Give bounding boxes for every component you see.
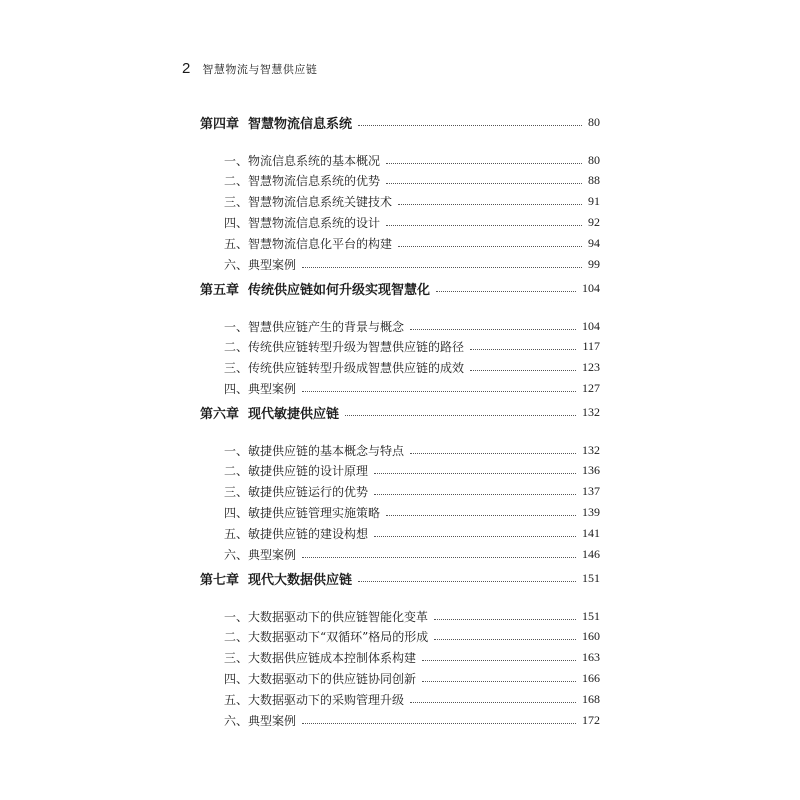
- dot-leader: [386, 183, 582, 184]
- section-entry: [200, 212, 600, 232]
- section-page: 94: [588, 235, 600, 250]
- section-title: 二、大数据驱动下“双循环”格局的形成: [224, 630, 429, 645]
- chapter-label: [200, 403, 339, 422]
- section-page: 160: [582, 629, 600, 644]
- section-title: 六、典型案例: [224, 547, 297, 562]
- section-page: 172: [582, 712, 600, 727]
- section-entry: [200, 337, 600, 357]
- section-title: 五、敏捷供应链的建设构想: [224, 526, 369, 541]
- dot-leader: [386, 225, 582, 226]
- dot-leader: [410, 453, 576, 454]
- section-entry: [200, 648, 600, 668]
- section-entry: [200, 689, 600, 709]
- section-entry: [200, 502, 600, 522]
- section-page: 137: [582, 484, 600, 499]
- section-page: 99: [588, 256, 600, 271]
- dot-leader: [410, 329, 576, 330]
- section-title: 三、智慧物流信息系统关键技术: [224, 195, 393, 210]
- dot-leader: [374, 536, 576, 537]
- section-page: 151: [582, 608, 600, 623]
- section-page: 80: [588, 152, 600, 167]
- dot-leader: [358, 125, 582, 126]
- dot-leader: [410, 702, 576, 703]
- dot-leader: [345, 415, 576, 416]
- chapter-entry: [200, 568, 600, 588]
- section-entry: [200, 192, 600, 212]
- chapter-label: [200, 279, 430, 298]
- dot-leader: [374, 494, 576, 495]
- dot-leader: [470, 349, 576, 350]
- section-title: 六、典型案例: [224, 257, 297, 272]
- dot-leader: [386, 163, 582, 164]
- section-title: 一、智慧供应链产生的背景与概念: [224, 319, 405, 334]
- section-page: 139: [582, 504, 600, 519]
- chapter-entry: [200, 402, 600, 422]
- chapter-page: 132: [582, 404, 600, 419]
- section-page: 146: [582, 546, 600, 561]
- section-page: 136: [582, 463, 600, 478]
- section-page: 104: [582, 318, 600, 333]
- section-title: 三、大数据供应链成本控制体系构建: [224, 651, 417, 666]
- book-title: 智慧物流与智慧供应链: [202, 63, 318, 76]
- dot-leader: [302, 391, 576, 392]
- running-header: [182, 60, 317, 77]
- section-title: 一、物流信息系统的基本概况: [224, 153, 381, 168]
- section-title: 二、传统供应链转型升级为智慧供应链的路径: [224, 340, 465, 355]
- section-title: 三、敏捷供应链运行的优势: [224, 485, 369, 500]
- section-entry: [200, 233, 600, 253]
- section-page: 92: [588, 214, 600, 229]
- section-title: 五、智慧物流信息化平台的构建: [224, 236, 393, 251]
- section-page: 91: [588, 194, 600, 209]
- dot-leader: [434, 639, 576, 640]
- chapter-title: 现代大数据供应链: [248, 572, 353, 588]
- section-page: 166: [582, 670, 600, 685]
- dot-leader: [302, 557, 576, 558]
- chapter-page: 80: [588, 114, 600, 129]
- dot-leader: [386, 515, 576, 516]
- chapter-number: 第四章: [200, 116, 240, 132]
- section-title: 五、大数据驱动下的采购管理升级: [224, 692, 405, 707]
- section-entry: [200, 150, 600, 170]
- section-title: 二、敏捷供应链的设计原理: [224, 464, 369, 479]
- dot-leader: [434, 619, 576, 620]
- dot-leader: [422, 681, 576, 682]
- chapter-label: [200, 113, 352, 132]
- dot-leader: [470, 370, 576, 371]
- section-entry: [200, 440, 600, 460]
- section-entry: [200, 544, 600, 564]
- section-entry: [200, 606, 600, 626]
- chapter-label: [200, 569, 352, 588]
- section-page: 88: [588, 173, 600, 188]
- section-entry: [200, 627, 600, 647]
- section-title: 一、敏捷供应链的基本概念与特点: [224, 443, 405, 458]
- chapter-title: 传统供应链如何升级实现智慧化: [248, 282, 431, 298]
- section-entry: [200, 523, 600, 543]
- section-entry: [200, 316, 600, 336]
- section-page: 141: [582, 525, 600, 540]
- section-title: 四、典型案例: [224, 381, 297, 396]
- section-page: 163: [582, 650, 600, 665]
- section-page: 168: [582, 691, 600, 706]
- section-entry: [200, 378, 600, 398]
- section-entry: [200, 254, 600, 274]
- chapter-page: 104: [582, 280, 600, 295]
- chapter-number: 第六章: [200, 406, 240, 422]
- dot-leader: [302, 723, 576, 724]
- section-title: 四、智慧物流信息系统的设计: [224, 215, 381, 230]
- section-title: 四、大数据驱动下的供应链协同创新: [224, 671, 417, 686]
- section-title: 四、敏捷供应链管理实施策略: [224, 505, 381, 520]
- section-entry: [200, 171, 600, 191]
- chapter-number: 第七章: [200, 572, 240, 588]
- section-page: 123: [582, 360, 600, 375]
- dot-leader: [398, 204, 582, 205]
- chapter-title: 智慧物流信息系统: [248, 116, 353, 132]
- section-title: 一、大数据驱动下的供应链智能化变革: [224, 609, 429, 624]
- section-entry: [200, 358, 600, 378]
- dot-leader: [358, 581, 576, 582]
- chapter-entry: [200, 278, 600, 298]
- section-title: 二、智慧物流信息系统的优势: [224, 174, 381, 189]
- section-title: 六、典型案例: [224, 713, 297, 728]
- section-page: 117: [582, 339, 600, 354]
- dot-leader: [374, 473, 576, 474]
- chapter-entry: [200, 112, 600, 132]
- section-title: 三、传统供应链转型升级成智慧供应链的成效: [224, 361, 465, 376]
- section-entry: [200, 710, 600, 730]
- dot-leader: [422, 660, 576, 661]
- section-page: 132: [582, 442, 600, 457]
- section-page: 127: [582, 380, 600, 395]
- chapter-page: 151: [582, 570, 600, 585]
- section-entry: [200, 461, 600, 481]
- dot-leader: [436, 291, 576, 292]
- chapter-title: 现代敏捷供应链: [248, 406, 340, 422]
- section-entry: [200, 482, 600, 502]
- dot-leader: [302, 267, 582, 268]
- dot-leader: [398, 246, 582, 247]
- section-entry: [200, 668, 600, 688]
- page-number: 2: [182, 60, 191, 77]
- chapter-number: 第五章: [200, 282, 240, 298]
